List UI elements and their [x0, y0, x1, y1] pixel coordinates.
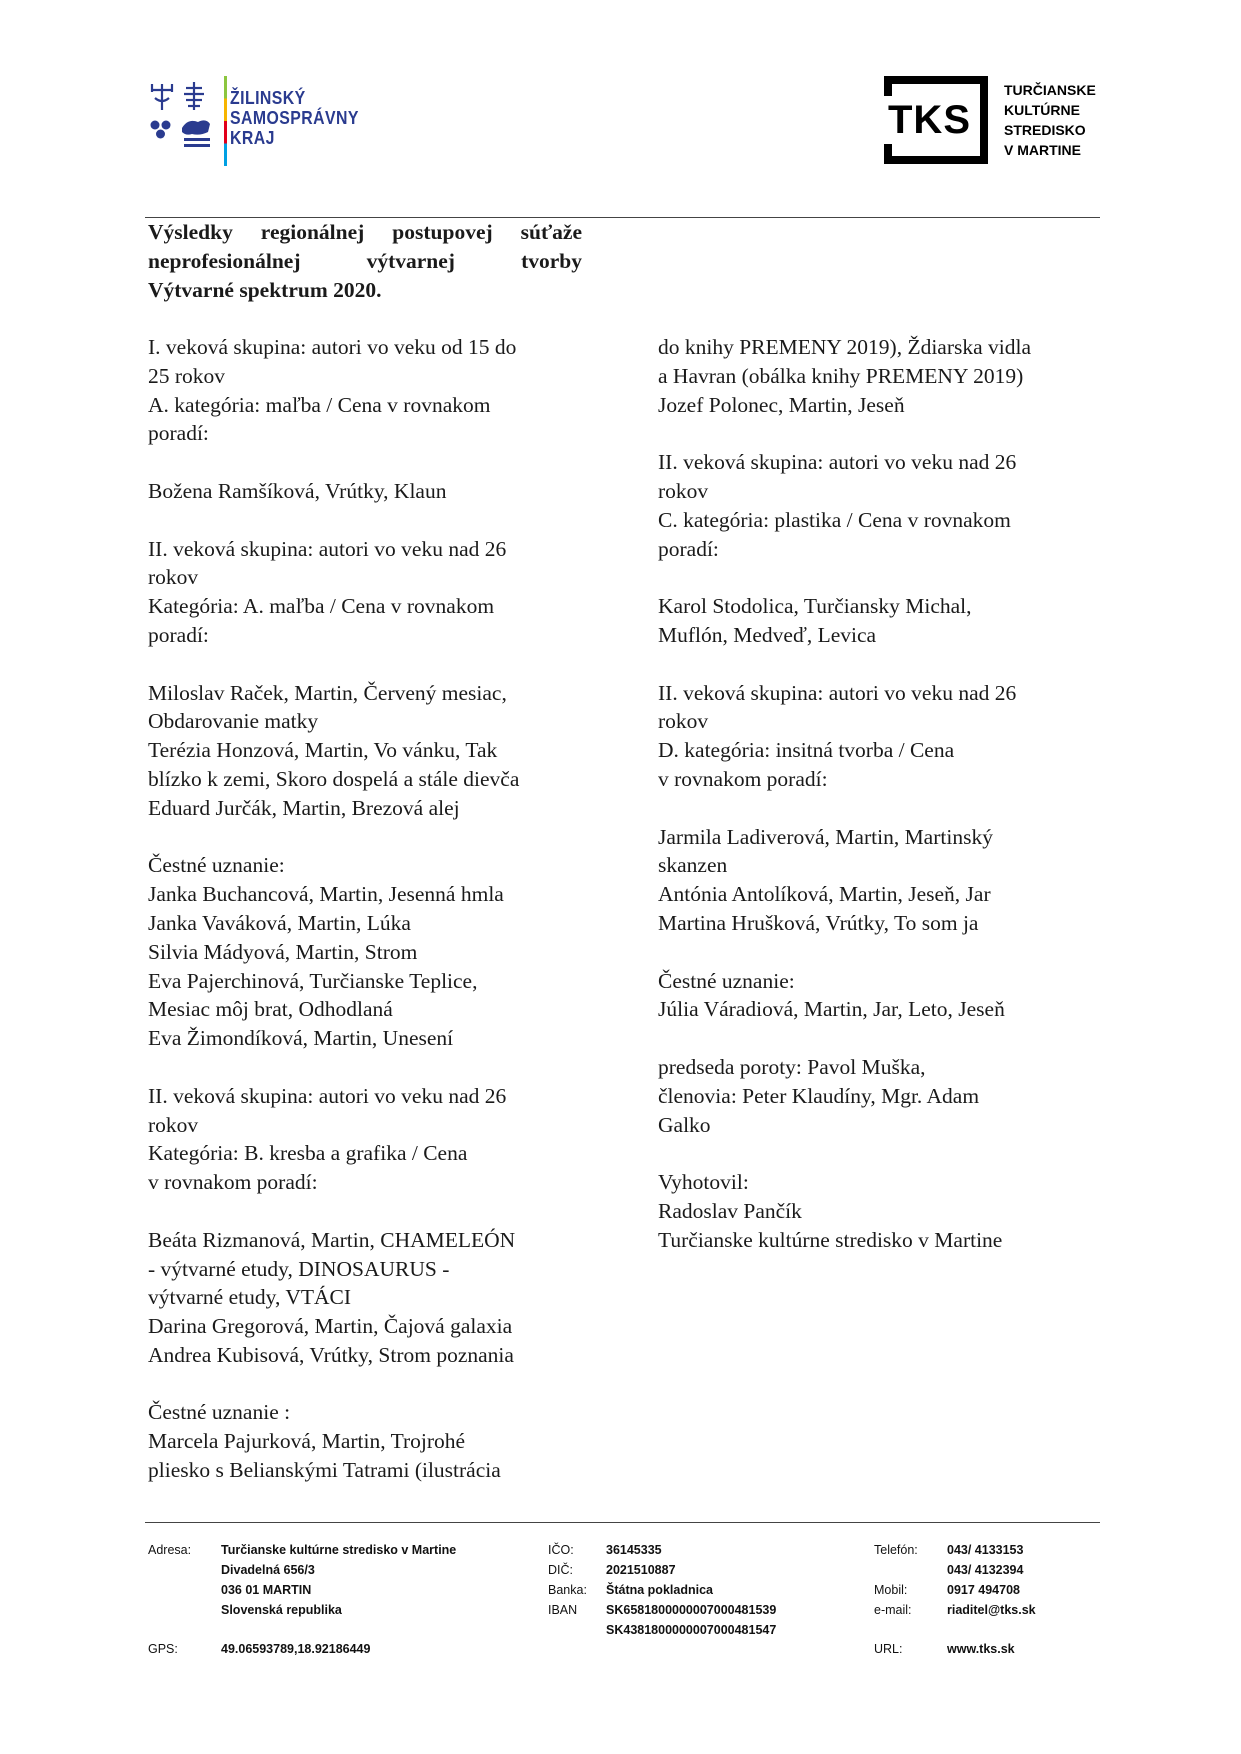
text-line: Martina Hrušková, Vrútky, To som ja	[658, 910, 979, 935]
tks-mark: TKS	[888, 98, 971, 142]
iban-value: SK4381800000007000481547	[606, 1623, 777, 1637]
text-paragraph	[658, 592, 1098, 650]
text-line: v rovnakom poradí:	[148, 1170, 318, 1195]
text-line: Jarmila Ladiverová, Martin, Martinský	[658, 824, 993, 849]
text-line: skanzen	[658, 853, 728, 878]
text-paragraph	[148, 535, 588, 650]
text-paragraph	[658, 1053, 1098, 1139]
text-line: - výtvarné etudy, DINOSAURUS -	[148, 1256, 450, 1281]
footer	[0, 1540, 1241, 1660]
text-line: C. kategória: plastika / Cena v rovnakom	[658, 507, 1011, 532]
text-line: Galko	[658, 1112, 711, 1137]
text-line: Miloslav Raček, Martin, Červený mesiac,	[148, 680, 507, 705]
text-line: Kategória: A. maľba / Cena v rovnakom	[148, 594, 495, 619]
address-line: 036 01 MARTIN	[221, 1583, 312, 1597]
text-line: Eva Žimondíková, Martin, Unesení	[148, 1026, 454, 1051]
text-line: Čestné uznanie :	[148, 1400, 291, 1425]
zsk-logo-text	[230, 88, 359, 148]
text-line: Beáta Rizmanová, Martin, CHAMELEÓN	[148, 1227, 516, 1252]
text-line: rokov	[148, 1112, 199, 1137]
text-line: Antónia Antolíková, Martin, Jeseň, Jar	[658, 882, 991, 907]
left-column	[148, 333, 588, 1514]
text-paragraph	[658, 823, 1098, 938]
text-line: Darina Gregorová, Martin, Čajová galaxia	[148, 1314, 513, 1339]
text-paragraph	[658, 448, 1098, 563]
text-line: Karol Stodolica, Turčiansky Michal,	[658, 594, 972, 619]
ico-label: IČO:	[548, 1543, 574, 1557]
text-line: Kategória: B. kresba a grafika / Cena	[148, 1141, 468, 1166]
text-line: predseda poroty: Pavol Muška,	[658, 1054, 926, 1079]
text-paragraph	[148, 1398, 588, 1484]
tks-logo-line: KULTÚRNE	[1004, 102, 1080, 118]
address-label: Adresa:	[148, 1543, 192, 1557]
text-line: II. veková skupina: autori vo veku nad 26	[148, 1083, 507, 1108]
phone-label: Telefón:	[874, 1543, 918, 1557]
text-line: II. veková skupina: autori vo veku nad 26	[148, 536, 507, 561]
text-line: Andrea Kubisová, Vrútky, Strom poznania	[148, 1342, 514, 1367]
text-paragraph	[148, 333, 588, 448]
title-line: Výtvarné spektrum 2020.	[148, 277, 382, 302]
text-line: rokov	[658, 709, 709, 734]
text-line: A. kategória: maľba / Cena v rovnakom	[148, 392, 491, 417]
text-line: Božena Ramšíková, Vrútky, Klaun	[148, 478, 447, 503]
text-line: Čestné uznanie:	[658, 968, 795, 993]
phone-value: 043/ 4133153	[947, 1543, 1024, 1557]
text-line: Turčianske kultúrne stredisko v Martine	[658, 1227, 1003, 1252]
text-line: výtvarné etudy, VTÁCI	[148, 1285, 352, 1310]
email-link[interactable]: riaditel@tks.sk	[947, 1603, 1036, 1617]
tks-logo-text	[1004, 80, 1096, 160]
text-line: do knihy PREMENY 2019), Ždiarska vidla	[658, 335, 1032, 359]
zsk-logo-line: SAMOSPRÁVNY	[230, 108, 359, 128]
text-line: Obdarovanie matky	[148, 709, 319, 734]
text-line: poradí:	[148, 622, 209, 647]
text-line: Mesiac môj brat, Odhodlaná	[148, 997, 393, 1022]
mobile-label: Mobil:	[874, 1583, 908, 1597]
zsk-logo-line: ŽILINSKÝ	[230, 88, 306, 108]
tks-logo-line: STREDISKO	[1004, 122, 1086, 138]
phone-value: 043/ 4132394	[947, 1563, 1024, 1577]
url-label: URL:	[874, 1642, 903, 1656]
text-line: Marcela Pajurková, Martin, Trojrohé	[148, 1429, 466, 1454]
zsk-logo-line: KRAJ	[230, 128, 275, 148]
text-line: Terézia Honzová, Martin, Vo vánku, Tak	[148, 738, 498, 763]
text-paragraph	[148, 1082, 588, 1197]
text-line: Radoslav Pančík	[658, 1198, 802, 1223]
text-line: členovia: Peter Klaudíny, Mgr. Adam	[658, 1083, 980, 1108]
dic-value: 2021510887	[606, 1563, 676, 1577]
address-line: Turčianske kultúrne stredisko v Martine	[221, 1543, 457, 1557]
text-line: Muflón, Medveď, Levica	[658, 622, 877, 647]
right-column	[658, 333, 1098, 1283]
url-link[interactable]: www.tks.sk	[947, 1642, 1015, 1656]
gps-label: GPS:	[148, 1642, 178, 1656]
text-line: Eva Pajerchinová, Turčianske Teplice,	[148, 968, 478, 993]
tks-logo-line: V MARTINE	[1004, 142, 1081, 158]
title-line: Výsledky regionálnej postupovej súťaže	[148, 220, 582, 244]
text-line: v rovnakom poradí:	[658, 766, 828, 791]
text-line: a Havran (obálka knihy PREMENY 2019)	[658, 363, 1024, 388]
text-line: Čestné uznanie:	[148, 853, 285, 878]
text-line: Silvia Mádyová, Martin, Strom	[148, 939, 418, 964]
text-line: Júlia Váradiová, Martin, Jar, Leto, Jeseň	[658, 997, 1005, 1022]
title-line: neprofesionálnej výtvarnej tvorby	[148, 248, 582, 273]
text-line: Janka Buchancová, Martin, Jesenná hmla	[148, 882, 504, 907]
text-paragraph	[658, 967, 1098, 1025]
tks-logo	[880, 76, 1100, 166]
text-line: Eduard Jurčák, Martin, Brezová alej	[148, 795, 460, 820]
ico-value: 36145335	[606, 1543, 662, 1557]
text-line: Janka Vaváková, Martin, Lúka	[148, 910, 411, 935]
text-paragraph	[658, 679, 1098, 794]
text-paragraph	[148, 477, 588, 506]
bank-value: Štátna pokladnica	[606, 1583, 713, 1597]
text-line: 25 rokov	[148, 363, 226, 388]
text-line: rokov	[148, 565, 199, 590]
text-paragraph	[148, 1226, 588, 1370]
footer-divider	[145, 1522, 1100, 1523]
gps-value: 49.06593789,18.92186449	[221, 1642, 371, 1656]
iban-value: SK6581800000007000481539	[606, 1603, 777, 1617]
zilina-region-coat-of-arms-icon	[148, 80, 218, 160]
text-paragraph	[148, 851, 588, 1053]
text-line: poradí:	[658, 536, 719, 561]
address-line: Slovenská republika	[221, 1603, 342, 1617]
text-line: poradí:	[148, 421, 209, 446]
text-line: I. veková skupina: autori vo veku od 15 do	[148, 335, 517, 359]
text-paragraph	[148, 679, 588, 823]
text-line: rokov	[658, 478, 709, 503]
address-line: Divadelná 656/3	[221, 1563, 315, 1577]
text-line: blízko k zemi, Skoro dospelá a stále dievča	[148, 766, 520, 791]
text-line: Vyhotovil:	[658, 1170, 749, 1195]
text-line: pliesko s Belianskými Tatrami (ilustrácia	[148, 1458, 501, 1483]
bank-label: Banka:	[548, 1583, 587, 1597]
mobile-value: 0917 494708	[947, 1583, 1020, 1597]
text-line: II. veková skupina: autori vo veku nad 26	[658, 680, 1017, 705]
text-paragraph	[658, 333, 1098, 419]
document-title	[148, 218, 582, 333]
text-line: II. veková skupina: autori vo veku nad 26	[658, 450, 1017, 475]
zsk-color-bar	[224, 76, 227, 166]
tks-logo-line: TURČIANSKE	[1004, 82, 1096, 98]
text-paragraph	[658, 1168, 1098, 1254]
email-label: e-mail:	[874, 1603, 912, 1617]
iban-label: IBAN	[548, 1603, 578, 1617]
zsk-logo	[148, 74, 358, 170]
dic-label: DIČ:	[548, 1563, 573, 1577]
text-line: D. kategória: insitná tvorba / Cena	[658, 738, 955, 763]
text-line: Jozef Polonec, Martin, Jeseň	[658, 392, 905, 417]
